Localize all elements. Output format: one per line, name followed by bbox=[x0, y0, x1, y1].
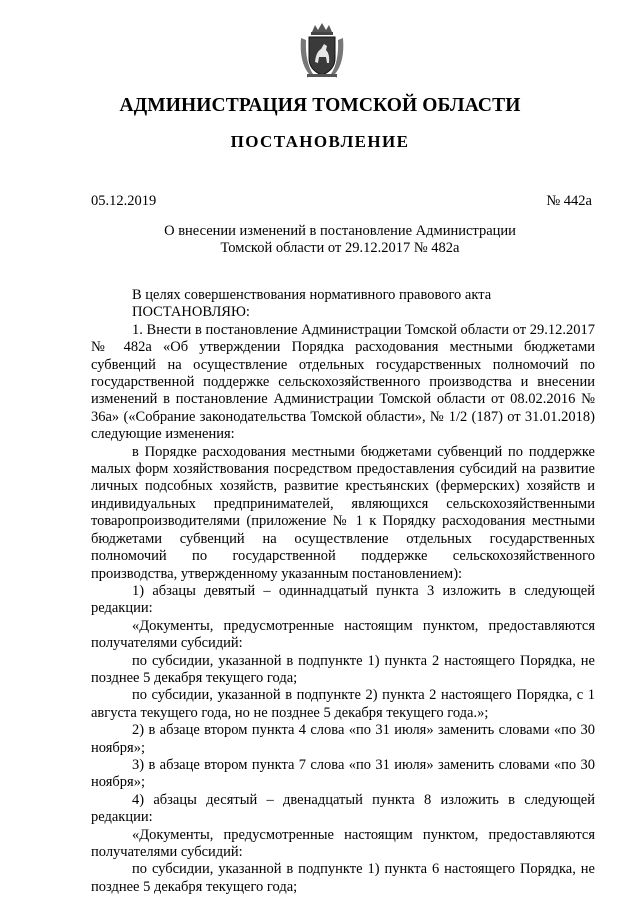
body-paragraph: в Порядке расходования местными бюджетами субвенций по поддержке малых форм хозяйствования посредством предоставления субсидий на развитие личных подсобных хозяйств, развитие крестьянских (фермерских) хозяйств и индивидуальных предпринимателей, являющихся сельскохозяйственными товаропроизводителями (приложение № 1 к Порядку расходования местными бюджетами субвенций на осуществление отдельных государственных полномочий по государственной поддержке сельскохозяйственного производства, утвержденному указанным постановлением): bbox=[91, 443, 595, 582]
body-paragraph: 2) в абзаце втором пункта 4 слова «по 31 июля» заменить словами «по 30 ноября»; bbox=[91, 722, 595, 756]
document-subject bbox=[150, 223, 530, 257]
resolution-word: ПОСТАНОВЛЯЮ: bbox=[132, 304, 250, 321]
body-paragraph: по субсидии, указанной в подпункте 2) пункта 2 настоящего Порядка, с 1 августа текущего года, но не позднее 5 декабря текущего года.»; bbox=[91, 687, 595, 721]
body-paragraph: «Документы, предусмотренные настоящим пунктом, предоставляются получателями субсидий: bbox=[91, 617, 595, 652]
document-type-heading: ПОСТАНОВЛЕНИЕ bbox=[230, 132, 410, 151]
subject-line: Томской области от 29.12.2017 № 482а bbox=[220, 240, 460, 256]
body-paragraph: 4) абзацы десятый – двенадцатый пункта 8 изложить в следующей редакции: bbox=[91, 791, 595, 826]
body-paragraph: 3) в абзаце втором пункта 7 слова «по 31 июля» заменить словами «по 30 ноября»; bbox=[91, 756, 595, 791]
coat-of-arms-emblem bbox=[297, 22, 347, 80]
subject-line: О внесении изменений в постановление Администрации bbox=[164, 223, 516, 239]
body-paragraph: по субсидии, указанной в подпункте 1) пункта 6 настоящего Порядка, не позднее 5 декабря текущего года; bbox=[91, 861, 595, 895]
body-paragraph: В целях совершенствования нормативного правового акта bbox=[132, 287, 492, 303]
document-body bbox=[91, 287, 595, 896]
document-date: 05.12.2019 bbox=[91, 193, 157, 209]
body-paragraph: 1) абзацы девятый – одиннадцатый пункта 3 изложить в следующей редакции: bbox=[91, 582, 595, 617]
body-paragraph: по субсидии, указанной в подпункте 1) пункта 2 настоящего Порядка, не позднее 5 декабря текущего года; bbox=[91, 652, 595, 686]
organization-title: АДМИНИСТРАЦИЯ ТОМСКОЙ ОБЛАСТИ bbox=[119, 95, 521, 116]
body-paragraph: «Документы, предусмотренные настоящим пунктом, предоставляются получателями субсидий: bbox=[91, 826, 595, 860]
body-paragraph: 1. Внести в постановление Администрации Томской области от 29.12.2017 № 482а «Об утверждении Порядка расходования местными бюджетами субвенций на осуществление отдельных государственных полномочий по государственной поддержке сельскохозяйственного производства и внесении изменений в постановление Администрации Томской области от 08.02.2016 № 36а» («Собрание законодательства Томской области», № 1/2 (187) от 31.01.2018) следующие изменения: bbox=[91, 321, 595, 443]
document-number: № 442а bbox=[546, 193, 592, 209]
